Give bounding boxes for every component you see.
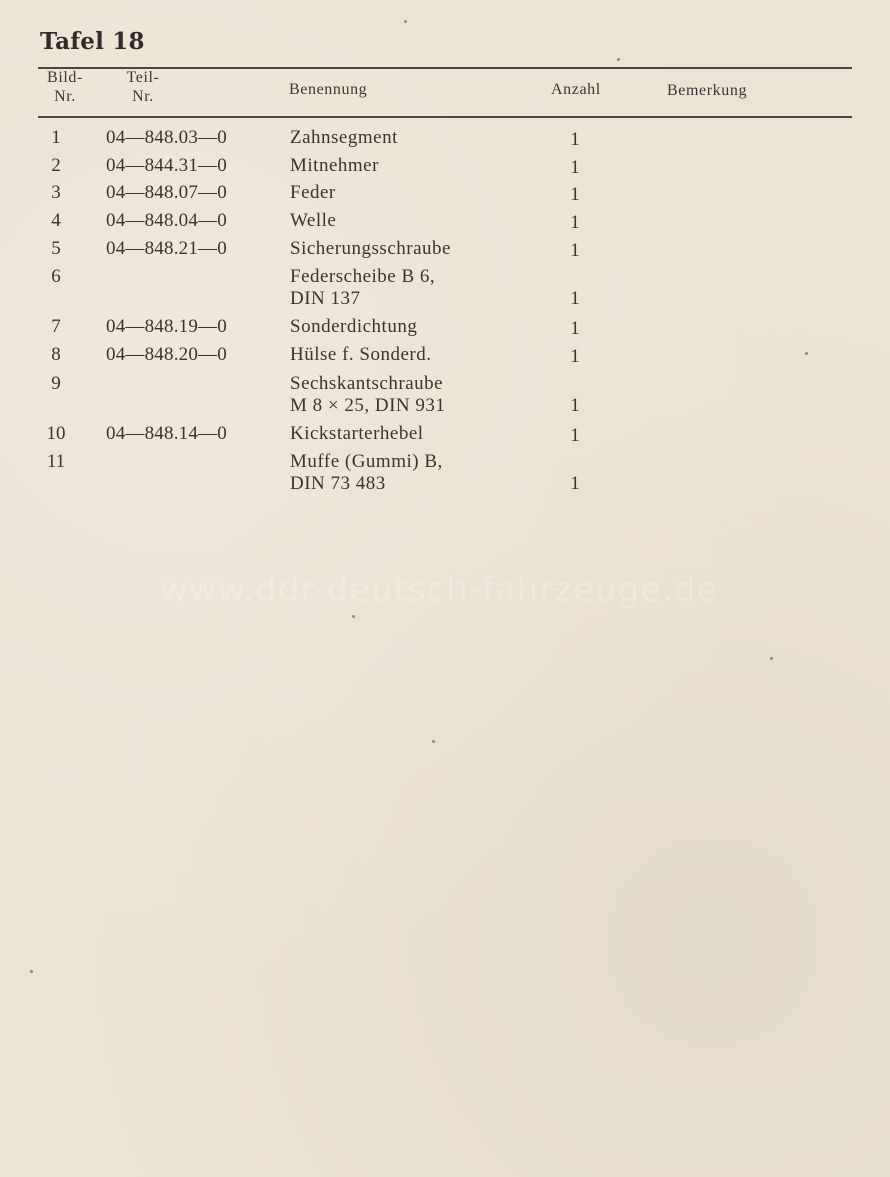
anzahl-cell: 1 xyxy=(570,473,580,494)
benennung-cell xyxy=(290,266,435,310)
paper-speck xyxy=(617,58,620,61)
bild-nr-cell: 1 xyxy=(51,127,61,148)
bild-nr-cell: 11 xyxy=(46,451,66,472)
benennung-line1: Mitnehmer xyxy=(290,155,379,176)
teil-nr-cell: 04—848.20—0 xyxy=(106,344,227,365)
anzahl-cell: 1 xyxy=(570,346,580,367)
paper-speck xyxy=(30,970,33,973)
header-benennung: Benennung xyxy=(289,81,368,98)
benennung-cell xyxy=(290,373,445,417)
teil-nr-cell: 04—848.21—0 xyxy=(106,238,227,259)
teil-nr-cell: 04—848.19—0 xyxy=(106,316,227,337)
anzahl-cell: 1 xyxy=(570,184,580,205)
teil-nr-cell: 04—848.03—0 xyxy=(106,127,227,148)
paper-speck xyxy=(805,352,808,355)
paper-speck xyxy=(770,657,773,660)
table-header-rule xyxy=(38,116,852,118)
page-title: Tafel 18 xyxy=(40,28,145,55)
benennung-line1: Sechskantschraube xyxy=(290,373,444,394)
benennung-cell xyxy=(290,316,417,338)
benennung-line2: DIN 137 xyxy=(290,288,361,309)
bild-nr-cell: 8 xyxy=(51,344,61,365)
benennung-line1: Muffe (Gummi) B, xyxy=(290,451,443,472)
benennung-cell xyxy=(290,238,451,260)
benennung-cell xyxy=(290,182,336,204)
benennung-line1: Kickstarterhebel xyxy=(290,423,424,444)
paper-speck xyxy=(352,615,355,618)
anzahl-cell: 1 xyxy=(570,129,580,150)
paper-speck xyxy=(404,20,407,23)
benennung-cell xyxy=(290,210,336,232)
bild-nr-cell: 3 xyxy=(51,182,61,203)
watermark: www.ddr-deutsch-fahrzeuge.de xyxy=(160,570,719,610)
bild-nr-cell: 4 xyxy=(51,210,61,231)
header-teil-line1: Teil- xyxy=(126,69,160,86)
anzahl-cell: 1 xyxy=(570,157,580,178)
header-bemerkung: Bemerkung xyxy=(667,82,748,99)
anzahl-cell: 1 xyxy=(570,318,580,339)
benennung-cell xyxy=(290,451,443,495)
anzahl-cell: 1 xyxy=(570,212,580,233)
header-teil-nr xyxy=(118,68,168,106)
header-anzahl: Anzahl xyxy=(551,81,601,98)
paper-speck xyxy=(432,740,435,743)
teil-nr-cell: 04—848.14—0 xyxy=(106,423,227,444)
benennung-line1: Sicherungsschraube xyxy=(290,238,451,259)
benennung-line1: Sonderdichtung xyxy=(290,316,418,337)
anzahl-cell: 1 xyxy=(570,395,580,416)
teil-nr-cell: 04—848.07—0 xyxy=(106,182,227,203)
benennung-cell xyxy=(290,344,431,366)
benennung-line1: Welle xyxy=(290,210,337,231)
benennung-line1: Feder xyxy=(290,182,336,203)
header-bild-line2: Nr. xyxy=(54,88,76,105)
header-bild-line1: Bild- xyxy=(47,69,83,86)
benennung-line1: Hülse f. Sonderd. xyxy=(290,344,432,365)
bild-nr-cell: 2 xyxy=(51,155,61,176)
bild-nr-cell: 7 xyxy=(51,316,61,337)
header-bild-nr xyxy=(40,68,90,106)
anzahl-cell: 1 xyxy=(570,240,580,261)
anzahl-cell: 1 xyxy=(570,288,580,309)
header-teil-line2: Nr. xyxy=(132,88,154,105)
bild-nr-cell: 6 xyxy=(51,266,61,287)
benennung-line2: M 8 × 25, DIN 931 xyxy=(290,395,446,416)
anzahl-cell: 1 xyxy=(570,425,580,446)
bild-nr-cell: 9 xyxy=(51,373,61,394)
benennung-cell xyxy=(290,423,424,445)
benennung-line1: Federscheibe B 6, xyxy=(290,266,436,287)
bild-nr-cell: 10 xyxy=(46,423,66,444)
teil-nr-cell: 04—844.31—0 xyxy=(106,155,227,176)
benennung-cell xyxy=(290,155,379,177)
teil-nr-cell: 04—848.04—0 xyxy=(106,210,227,231)
benennung-line2: DIN 73 483 xyxy=(290,473,386,494)
bild-nr-cell: 5 xyxy=(51,238,61,259)
benennung-cell xyxy=(290,127,398,149)
benennung-line1: Zahnsegment xyxy=(290,127,398,148)
